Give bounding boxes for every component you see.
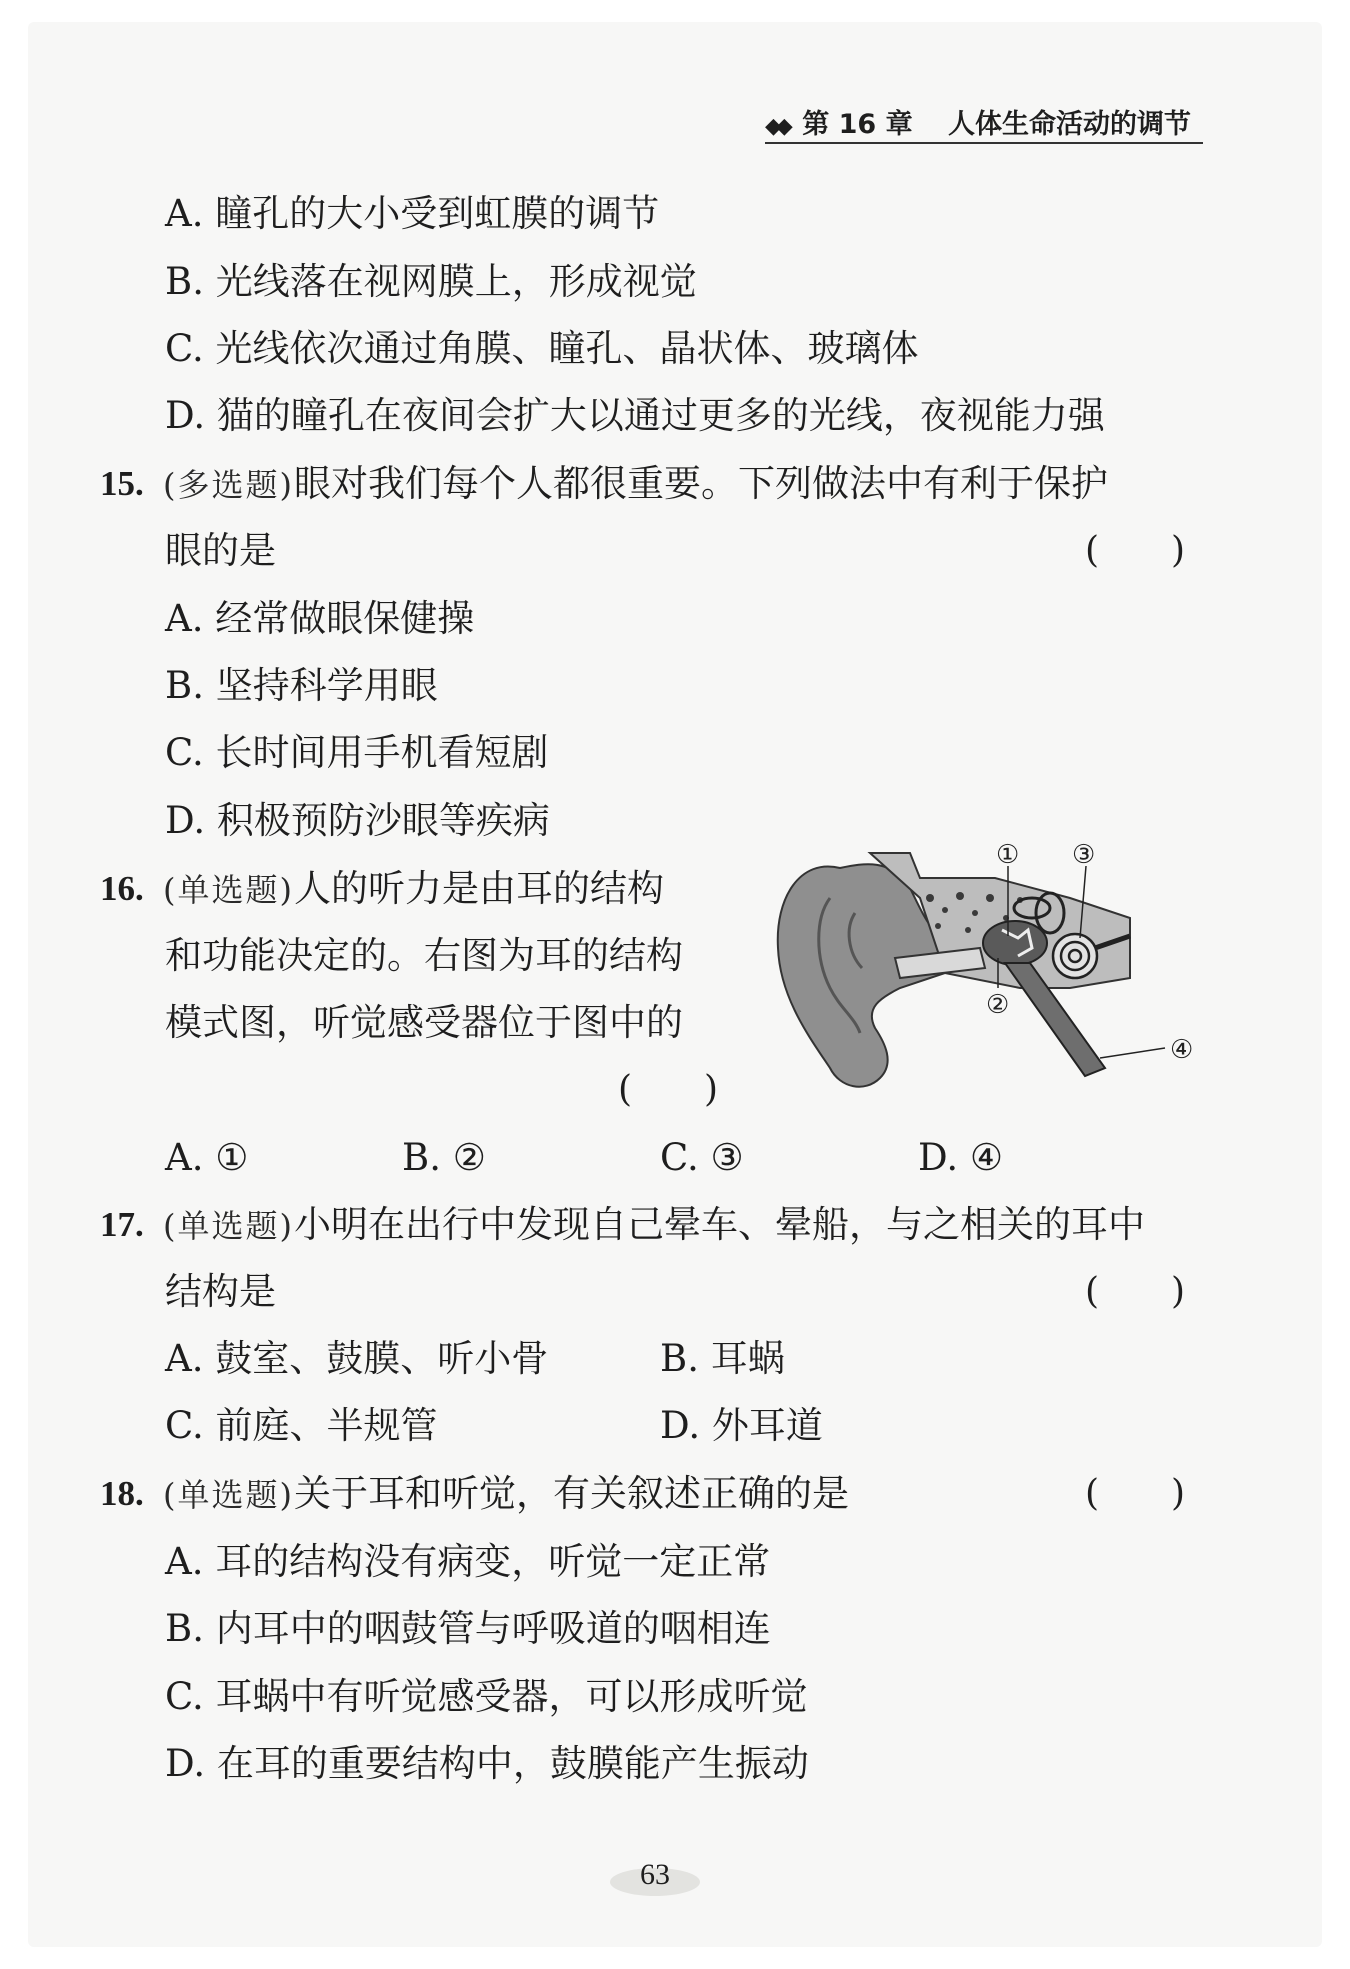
q17-option-d: D. 外耳道 bbox=[660, 1404, 823, 1447]
q18-stem-line1 bbox=[163, 1470, 849, 1518]
q18-option-c: C. 耳蜗中有听觉感受器，可以形成听觉 bbox=[165, 1675, 808, 1718]
diamond-bullet-icon: ◆◆ bbox=[765, 114, 787, 139]
q18-number: 18. bbox=[100, 1474, 144, 1513]
q18-type: (单选题) bbox=[163, 1476, 294, 1514]
q18-answer-paren: ( ) bbox=[1085, 1473, 1186, 1514]
page-number: 63 bbox=[640, 1858, 670, 1891]
q17-type: (单选题) bbox=[163, 1207, 294, 1245]
q14-option-a: A. 瞳孔的大小受到虹膜的调节 bbox=[165, 192, 660, 235]
q17-number: 17. bbox=[100, 1205, 144, 1244]
q15-option-b: B. 坚持科学用眼 bbox=[165, 664, 438, 707]
q15-stem-text: 眼对我们每个人都很重要。下列做法中有利于保护 bbox=[293, 462, 1108, 505]
q16-option-a: A. ① bbox=[165, 1136, 249, 1179]
figure-label-1: ① bbox=[996, 840, 1020, 870]
q16-option-c: C. ③ bbox=[660, 1136, 744, 1179]
q18-option-b: B. 内耳中的咽鼓管与呼吸道的咽相连 bbox=[165, 1607, 771, 1650]
q16-option-d: D. ④ bbox=[918, 1136, 1004, 1179]
cochlea-shape bbox=[1053, 934, 1097, 978]
q17-option-a: A. 鼓室、鼓膜、听小骨 bbox=[165, 1337, 549, 1380]
q15-type: (多选题) bbox=[163, 466, 294, 504]
q14-option-d: D. 猫的瞳孔在夜间会扩大以通过更多的光线，夜视能力强 bbox=[165, 394, 1105, 437]
chapter-header bbox=[765, 102, 1203, 144]
chapter-number: 第 16 章 bbox=[802, 109, 913, 140]
q15-option-a: A. 经常做眼保健操 bbox=[165, 597, 475, 640]
q16-stem-line2: 和功能决定的。右图为耳的结构 bbox=[165, 934, 683, 977]
figure-label-2: ② bbox=[986, 990, 1010, 1020]
figure-label-3: ③ bbox=[1072, 840, 1096, 870]
q15-option-d: D. 积极预防沙眼等疾病 bbox=[165, 799, 550, 842]
q18-option-a: A. 耳的结构没有病变，听觉一定正常 bbox=[165, 1540, 771, 1583]
q15-stem-line2: 眼的是 bbox=[165, 529, 276, 572]
q16-option-b: B. ② bbox=[402, 1136, 486, 1179]
q14-option-c: C. 光线依次通过角膜、瞳孔、晶状体、玻璃体 bbox=[165, 327, 919, 370]
q15-answer-paren: ( ) bbox=[1085, 530, 1186, 571]
ear-structure-figure bbox=[770, 838, 1206, 1100]
q17-stem-text: 小明在出行中发现自己晕车、晕船，与之相关的耳中 bbox=[293, 1203, 1145, 1246]
q17-stem-line2: 结构是 bbox=[165, 1270, 276, 1313]
figure-label-4: ④ bbox=[1170, 1035, 1194, 1065]
q16-type: (单选题) bbox=[163, 871, 294, 909]
q15-option-c: C. 长时间用手机看短剧 bbox=[165, 731, 549, 774]
q14-option-b: B. 光线落在视网膜上，形成视觉 bbox=[165, 260, 697, 303]
q16-stem-line1 bbox=[163, 865, 664, 913]
q17-option-b: B. 耳蜗 bbox=[660, 1337, 785, 1380]
q16-stem-line3: 模式图，听觉感受器位于图中的 bbox=[165, 1001, 683, 1044]
q18-stem-text: 关于耳和听觉，有关叙述正确的是 bbox=[293, 1472, 849, 1515]
q17-answer-paren: ( ) bbox=[1085, 1271, 1186, 1312]
q17-option-c: C. 前庭、半规管 bbox=[165, 1404, 438, 1447]
q16-stem-text: 人的听力是由耳的结构 bbox=[293, 867, 664, 910]
q17-stem-line1 bbox=[163, 1201, 1145, 1249]
chapter-title: 人体生命活动的调节 bbox=[948, 109, 1192, 140]
q16-number: 16. bbox=[100, 869, 144, 908]
q18-option-d: D. 在耳的重要结构中，鼓膜能产生振动 bbox=[165, 1742, 809, 1785]
q15-stem-line1 bbox=[163, 460, 1108, 508]
q16-answer-paren: ( ) bbox=[618, 1069, 719, 1110]
q15-number: 15. bbox=[100, 464, 144, 503]
